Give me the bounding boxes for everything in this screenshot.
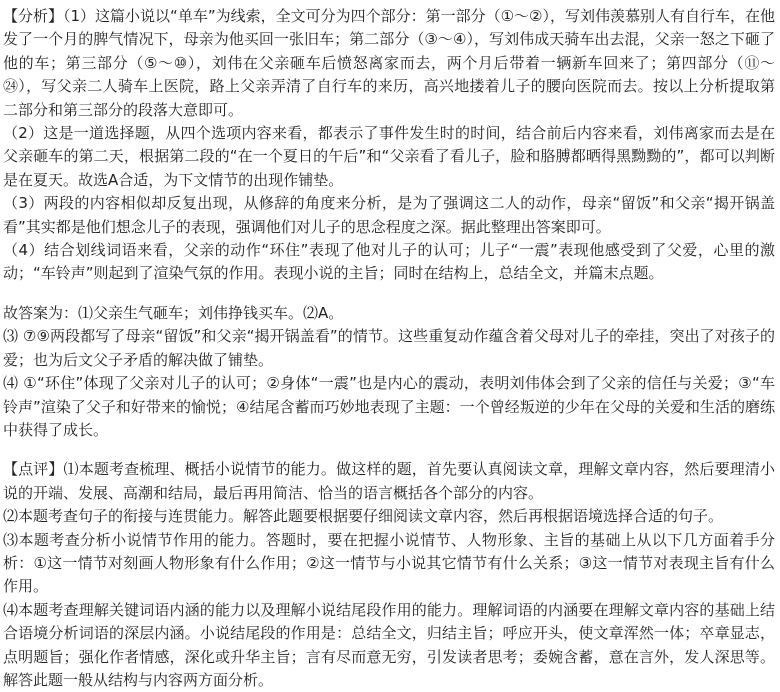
analysis-paragraph-2: （2）这是一道选择题，从四个选项内容来看，都表示了事件发生时的时间，结合前后内容来看，刘伟离家而去是在父亲砸车的第二天，根据第二段的“在一个夏日的午后”和“父亲看了看儿子，脸和胳膊都晒得黑黝黝的”，都可以判断是在夏天。故选A合适，为下文情节的出现作铺垫。: [3, 124, 775, 189]
answer-section: [3, 302, 775, 442]
comment-section: [3, 458, 775, 692]
analysis-paragraph-4: （4）结合划线词语来看，父亲的动作“环住”表现了他对儿子的认可；儿子“一震”表现他感受到了父爱，心里的激动；“车铃声”则起到了渲染气氛的作用。表现小说的主旨；同时在结构上，总结全文，并篇末点题。: [3, 241, 775, 283]
section-gap: [3, 286, 775, 302]
comment-paragraph-3: ⑶本题考查分析小说情节作用的能力。答题时，要在把握小说情节、人物形象、主旨的基础上从以下几方面着手分析：①这一情节对刻画人物形象有什么作用；②这一情节与小说其它情节有什么关系；③这一情节对表现主旨有什么作用。: [3, 530, 775, 596]
answer-paragraph-2: ⑶ ⑦⑨两段都写了母亲“留饭”和父亲“揭开锅盖看”的情节。这些重复动作蕴含着父母对儿子的牵挂，突出了对孩子的爱；也为后文父子矛盾的解决做了铺垫。: [3, 327, 775, 369]
answer-paragraph-3: ⑷ ①“环住”体现了父亲对儿子的认可；②身体“一震”也是内心的震动，表明刘伟体会到了父亲的信任与关爱；③“车铃声”渲染了父子和好带来的愉悦；④结尾含蓄而巧妙地表现了主题：一个曾经叛逆的少年在父母的关爱和生活的磨练中获得了成长。: [3, 374, 775, 439]
analysis-paragraph-1: 【分析】（1）这篇小说以“单车”为线索，全文可分为四个部分：第一部分（①～②），写刘伟羡慕别人有自行车，在他发了一个月的脾气情况下，母亲为他买回一张旧车；第二部分（③～④），写刘伟成天骑车出去混，父亲一怒之下砸了他的车；第三部分（⑤～⑩），刘伟在父亲砸车后愤怒离家而去，两个月后带着一辆新车回来了；第四部分（⑪～㉔），写父亲二人骑车上医院，路上父亲弄清了自行车的来历，高兴地搂着儿子的腰向医院而去。按以上分析提取第二部分和第三部分的段落大意即可。: [3, 7, 775, 119]
comment-paragraph-4: ⑷本题考查理解关键词语内涵的能力以及理解小说结尾段作用的能力。理解词语的内涵要在理解文章内容的基础上结合语境分析词语的深层内涵。小说结尾段的作用是：总结全文，归结主旨；呼应开头，使文章浑然一体；卒章显志，点明题旨；强化作者情感，深化或升华主旨；言有尽而意无穷，引发读者思考；委婉含蓄，意在言外，发人深思等。解答此题一般从结构与内容两方面分析。: [3, 600, 775, 689]
comment-paragraph-1: 【点评】⑴本题考查梳理、概括小说情节的能力。做这样的题，首先要认真阅读文章，理解文章内容，然后要理清小说的开端、发展、高潮和结局，最后再用简洁、恰当的语言概括各个部分的内容。: [3, 460, 775, 502]
section-gap: [3, 442, 775, 458]
answer-paragraph-1: 故答案为：⑴父亲生气砸车；刘伟挣钱买车。⑵A。: [3, 303, 344, 322]
analysis-section: [3, 5, 775, 286]
analysis-paragraph-3: （3）两段的内容相似却反复出现，从修辞的角度来分析，是为了强调这二人的动作，母亲“留饭”和父亲“揭开锅盖看”其实都是他们想念儿子的表现，强调他们对儿子的思念程度之深。据此整理出答案即可。: [3, 194, 775, 236]
solution-document: [3, 5, 775, 692]
comment-paragraph-2: ⑵本题考查句子的衔接与连贯能力。解答此题要根据要仔细阅读文章内容，然后再根据语境选择合适的句子。: [3, 507, 724, 526]
